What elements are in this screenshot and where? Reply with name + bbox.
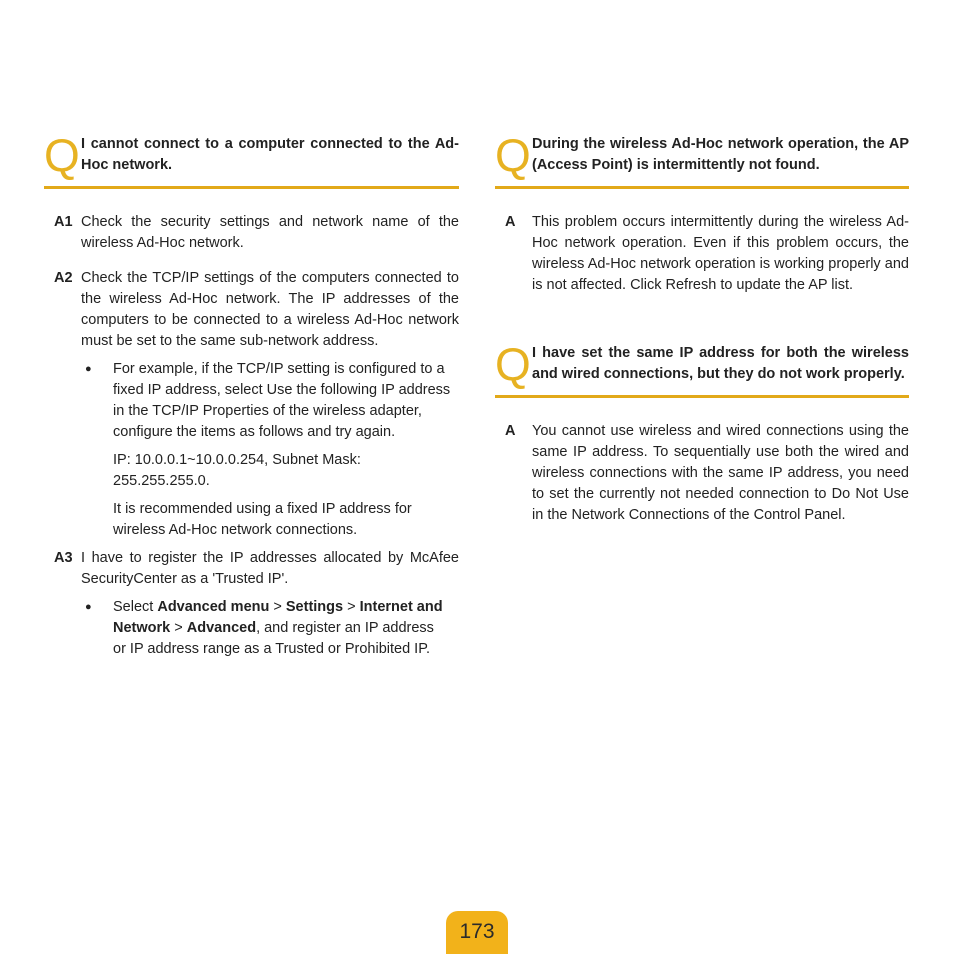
page-number-tab bbox=[446, 911, 508, 954]
left-column bbox=[44, 128, 459, 660]
bullet-select: Select bbox=[113, 599, 154, 615]
bullet-text: For example, if the TCP/IP setting is configured to a fixed IP address, select Use the following IP address in the TCP/IP Properties of the wireless adapter, configure the items as follows and try again. bbox=[113, 361, 451, 440]
menu-path-settings: Settings bbox=[285, 599, 344, 615]
menu-path-advanced: Advanced bbox=[186, 620, 257, 636]
answer-label: A bbox=[505, 214, 516, 230]
answer-a3 bbox=[44, 548, 459, 590]
answer-text: Check the security settings and network name of the wireless Ad-Hoc network. bbox=[81, 214, 459, 251]
answer-label: A1 bbox=[54, 214, 73, 230]
answer-label: A bbox=[505, 423, 516, 439]
bullet-rest-text: , and register an IP address or IP address range as a Trusted or Prohibited IP. bbox=[113, 620, 434, 657]
answer-text: I have to register the IP addresses allocated by McAfee SecurityCenter as a 'Trusted IP'. bbox=[81, 550, 459, 587]
q-marker: Q bbox=[495, 338, 531, 390]
answer-a1 bbox=[44, 212, 459, 254]
q-marker: Q bbox=[44, 129, 80, 181]
question-block-same-ip bbox=[495, 337, 909, 398]
bullet-item-example bbox=[85, 359, 455, 443]
question-text: I cannot connect to a computer connected to the Ad-Hoc network. bbox=[81, 136, 459, 173]
answer-text: Check the TCP/IP settings of the computers connected to the wireless Ad-Hoc network. The IP addresses of the computers to be connected to a wireless Ad-Hoc network must be set to the same sub-network address. bbox=[81, 270, 459, 349]
answer-text: You cannot use wireless and wired connections using the same IP address. To sequentially use both the wired and wireless connections with the same IP address, you need to set the currently not needed connection to Do Not Use in the Network Connections of the Control Panel. bbox=[532, 423, 909, 523]
menu-path-internet-network: Internet and Network bbox=[113, 599, 443, 636]
bullet-icon: ● bbox=[85, 601, 92, 613]
answer-a2 bbox=[44, 268, 459, 352]
page-number: 173 bbox=[459, 920, 495, 943]
menu-path-advanced-menu: Advanced menu bbox=[157, 599, 270, 615]
recommendation-text: It is recommended using a fixed IP address for wireless Ad-Hoc network connections. bbox=[113, 501, 412, 538]
bullet-icon: ● bbox=[85, 363, 92, 375]
answer-same-ip bbox=[495, 421, 909, 526]
question-text: During the wireless Ad-Hoc network operation, the AP (Access Point) is intermittently not found. bbox=[532, 136, 909, 173]
question-block-ap-not-found bbox=[495, 128, 909, 189]
menu-path-separator: > bbox=[174, 620, 183, 636]
question-block-adhoc-connect bbox=[44, 128, 459, 189]
right-column bbox=[495, 128, 909, 526]
answer-ap bbox=[495, 212, 909, 296]
ip-settings-text: IP: 10.0.0.1~10.0.0.254, Subnet Mask: 255.255.255.0. bbox=[113, 452, 361, 489]
question-text: I have set the same IP address for both the wireless and wired connections, but they do not work properly. bbox=[532, 345, 909, 382]
bullet-item-mcafee bbox=[85, 597, 449, 660]
answer-label: A3 bbox=[54, 550, 73, 566]
menu-path-separator: > bbox=[347, 599, 356, 615]
answer-label: A2 bbox=[54, 270, 73, 286]
menu-path-separator: > bbox=[273, 599, 282, 615]
answer-text: This problem occurs intermittently during the wireless Ad-Hoc network operation. Even if this problem occurs, the wireless Ad-Hoc network operation is working properly and is not affected. Click Refresh to update the AP list. bbox=[532, 214, 909, 293]
q-marker: Q bbox=[495, 129, 531, 181]
